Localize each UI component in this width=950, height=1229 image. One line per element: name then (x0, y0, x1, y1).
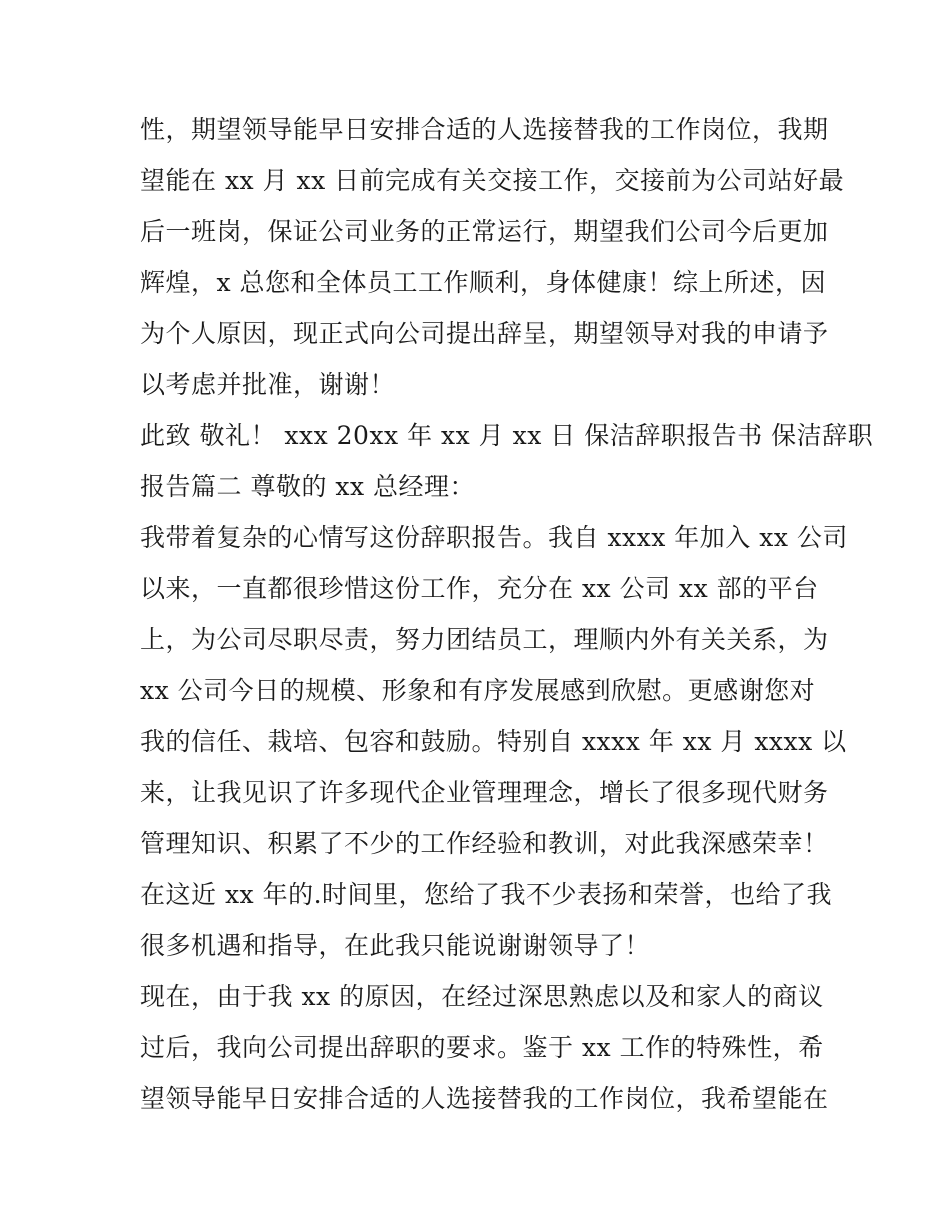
text-line: 过后，我向公司提出辞职的要求。鉴于 xx 工作的特殊性，希 (140, 1033, 824, 1062)
text-line: 很多机遇和指导，在此我只能说谢谢领导了！ (140, 931, 651, 960)
text-line: xx 公司今日的规模、形象和有序发展感到欣慰。更感谢您对 (140, 676, 816, 705)
text-line: 现在，由于我 xx 的原因，在经过深思熟虑以及和家人的商议 (140, 982, 824, 1011)
text-line: 在这近 xx 年的.时间里，您给了我不少表扬和荣誉，也给了我 (140, 880, 833, 909)
text-line: 望领导能早日安排合适的人选接替我的工作岗位，我希望能在 (140, 1084, 829, 1113)
text-line: 报告篇二 尊敬的 xx 总经理： (140, 472, 476, 501)
text-line: 上，为公司尽职尽责，努力团结员工，理顺内外有关关系，为 (140, 625, 829, 654)
text-line: 为个人原因，现正式向公司提出辞呈，期望领导对我的申请予 (140, 319, 829, 348)
text-line: 后一班岗，保证公司业务的正常运行，期望我们公司今后更加 (140, 217, 829, 246)
body-text (140, 104, 874, 1124)
text-line: 来，让我见识了许多现代企业管理理念，增长了很多现代财务 (140, 778, 829, 807)
text-line: 以考虑并批准，谢谢！ (140, 370, 396, 399)
text-line: 以来，一直都很珍惜这份工作，充分在 xx 公司 xx 部的平台 (140, 574, 819, 603)
text-line: 望能在 xx 月 xx 日前完成有关交接工作，交接前为公司站好最 (140, 166, 845, 195)
text-line: 我的信任、栽培、包容和鼓励。特别自 xxxx 年 xx 月 xxxx 以 (140, 727, 847, 756)
text-line: 我带着复杂的心情写这份辞职报告。我自 xxxx 年加入 xx 公司 (140, 523, 848, 552)
text-line: 辉煌，x 总您和全体员工工作顺利，身体健康！综上所述，因 (140, 268, 827, 297)
text-line: 管理知识、积累了不少的工作经验和教训，对此我深感荣幸！ (140, 829, 829, 858)
text-line: 性，期望领导能早日安排合适的人选接替我的工作岗位，我期 (140, 115, 829, 144)
text-line: 此致 敬礼！ xxx 20xx 年 xx 月 xx 日 保洁辞职报告书 保洁辞职 (140, 421, 874, 450)
